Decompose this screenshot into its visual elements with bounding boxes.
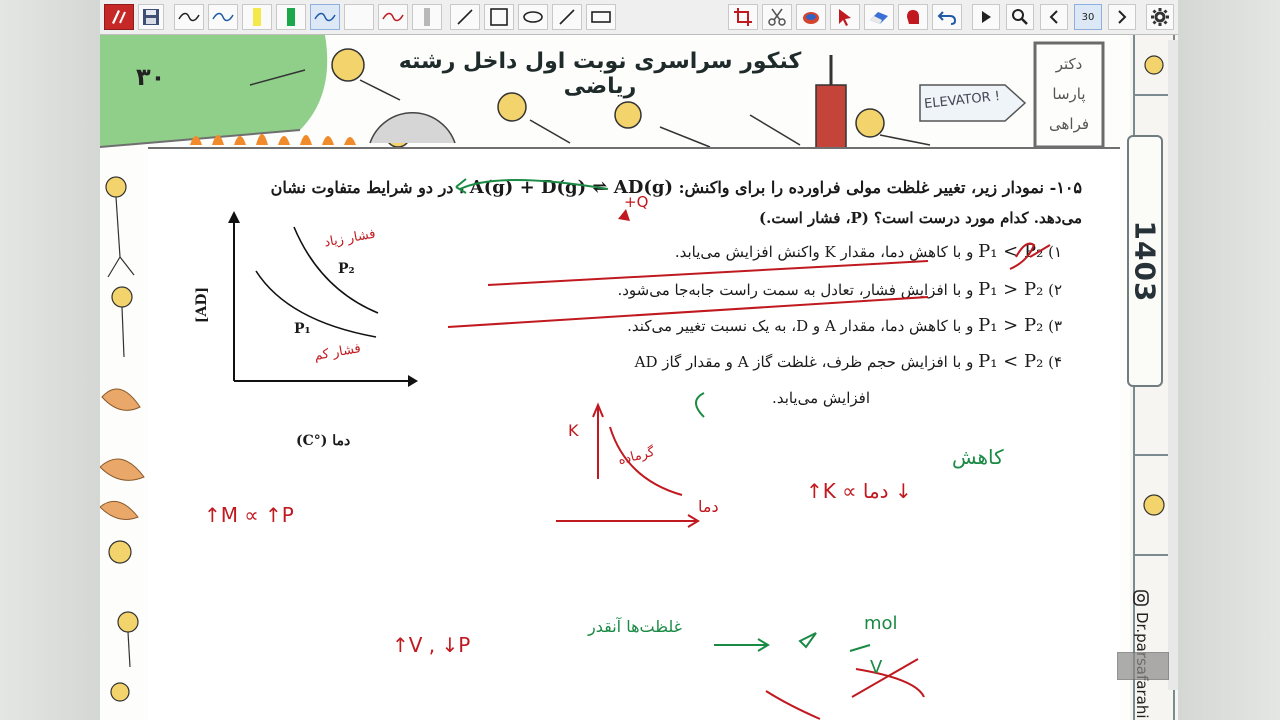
rectangle-tool-2-icon[interactable]	[586, 4, 616, 30]
save-icon[interactable]	[138, 4, 164, 30]
option-1-condition: P₁ < P₂	[978, 241, 1044, 262]
annotation-decrease: کاهش	[952, 445, 1004, 469]
highlighter-green-icon[interactable]	[276, 4, 306, 30]
option-4-number: ۴)	[1048, 353, 1062, 371]
option-1-number: ۱)	[1048, 243, 1062, 261]
annotation-high-pressure: فشار زیاد	[323, 226, 377, 251]
question-line-2: می‌دهد. کدام مورد درست است؟ (P، فشار است.)	[759, 209, 1082, 227]
option-2-condition: P₁ > P₂	[978, 279, 1044, 300]
undo-icon[interactable]	[932, 4, 962, 30]
option-2-number: ۲)	[1048, 281, 1062, 299]
ellipse-tool-icon[interactable]	[518, 4, 548, 30]
pen-tool-1-icon[interactable]	[174, 4, 204, 30]
option-4-continuation: افزایش می‌یابد.	[772, 389, 870, 407]
page-title: کنکور سراسری نوبت اول داخل رشته ریاضی	[398, 49, 802, 99]
elevator-sign-text: ELEVATOR !	[923, 89, 1001, 112]
question-content	[148, 147, 1120, 720]
annotation-concentration: غلظت‌ها آنقدر	[588, 617, 683, 636]
annotation-k-temperature: ↑K ∝ دما ↓	[806, 479, 912, 503]
gear-icon[interactable]	[1146, 4, 1174, 30]
left-decoration	[100, 147, 148, 720]
annotation-fraction-top: mol	[864, 613, 898, 634]
outer-background-left	[0, 0, 100, 720]
logo-icon[interactable]	[104, 4, 134, 30]
annotation-fraction-bottom: V	[870, 657, 883, 678]
brand-logo	[1038, 49, 1100, 139]
line-tool-icon[interactable]	[450, 4, 480, 30]
crop-icon[interactable]	[728, 4, 758, 30]
play-icon[interactable]	[972, 4, 1000, 30]
highlighter-yellow-icon[interactable]	[242, 4, 272, 30]
line-tool-2-icon[interactable]	[552, 4, 582, 30]
prev-page-icon[interactable]	[1040, 4, 1068, 30]
eraser-icon[interactable]	[864, 4, 894, 30]
hand-icon[interactable]	[796, 4, 826, 30]
document-page	[100, 35, 1178, 720]
option-3-condition: P₁ > P₂	[978, 315, 1044, 336]
brand-line-2: پارسا	[1052, 85, 1086, 103]
option-4-text: و با افزایش حجم ظرف، غلظت گاز A و مقدار گاز AD	[634, 353, 974, 371]
brand-line-1: دکتر	[1055, 55, 1083, 73]
reaction-equation: A(g) + D(g) ⇌ AD(g)	[469, 177, 673, 198]
blank-tool-icon[interactable]	[344, 4, 374, 30]
option-1-text: و با کاهش دما، مقدار K واکنش افزایش می‌یابد.	[674, 243, 974, 261]
instagram-icon	[1133, 590, 1149, 606]
annotation-m-proportional-p: ↑M ∝ ↑P	[204, 503, 294, 527]
pen-tool-3-icon[interactable]	[310, 4, 340, 30]
pen-red-icon[interactable]	[378, 4, 408, 30]
curve-label-p1: P₁	[294, 321, 311, 337]
outer-background-right	[1178, 0, 1280, 720]
annotation-exothermic: گرماده	[616, 444, 657, 469]
vertical-scrollbar[interactable]	[1168, 40, 1178, 690]
page-number-value: 30	[1081, 11, 1095, 23]
year-badge	[1127, 135, 1163, 387]
annotation-low-pressure: فشار کم	[313, 341, 362, 364]
option-4-condition: P₁ < P₂	[978, 351, 1044, 372]
search-icon[interactable]	[1006, 4, 1034, 30]
annotation-volume-pressure: ↑V , ↓P	[392, 633, 471, 657]
rectangle-tool-icon[interactable]	[484, 4, 514, 30]
annotation-small-graph-k: K	[568, 421, 579, 440]
question-intro-tail: ، در دو شرایط متفاوت نشان	[270, 178, 465, 197]
graph-ylabel: [AD]	[194, 286, 211, 324]
pen-tool-2-icon[interactable]	[208, 4, 238, 30]
scroll-thumb[interactable]	[1117, 652, 1169, 680]
page-number-field[interactable]	[1074, 4, 1102, 30]
question-intro: نمودار زیر، تغییر غلظت مولی فراورده را برای واکنش:	[678, 178, 1044, 197]
grab-icon[interactable]	[898, 4, 928, 30]
brand-line-3: فراهی	[1048, 115, 1090, 133]
question-number: ۱۰۵-	[1049, 178, 1082, 197]
pointer-icon[interactable]	[830, 4, 860, 30]
curve-label-p2: P₂	[338, 261, 355, 277]
annotation-toolbar	[100, 0, 1178, 35]
annotation-q-sign: +Q	[624, 193, 649, 211]
graph-xlabel: دما (°C)	[296, 433, 351, 449]
page-number: ۳۰	[136, 63, 166, 91]
scissors-icon[interactable]	[762, 4, 792, 30]
option-3-text: و با کاهش دما، مقدار A و D، به یک نسبت تغییر می‌کند.	[627, 317, 974, 335]
next-page-icon[interactable]	[1108, 4, 1136, 30]
year-text: 1403	[1128, 220, 1162, 302]
gray-marker-icon[interactable]	[412, 4, 442, 30]
option-3-number: ۳)	[1048, 317, 1062, 335]
annotation-small-graph-temperature: دما	[698, 497, 719, 516]
option-2-text: و با افزایش فشار، تعادل به سمت راست جابه‌جا می‌شود.	[617, 281, 974, 299]
